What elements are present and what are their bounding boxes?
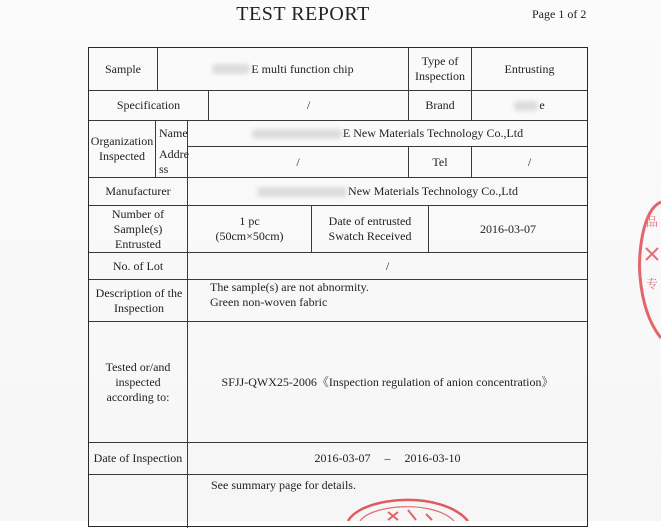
manufacturer-label: Manufacturer	[105, 184, 171, 198]
tel-value: /	[527, 154, 532, 169]
brand-label: Brand	[425, 98, 455, 112]
inspection-start-date: 2016-03-07	[314, 451, 371, 465]
samples-label: Number of Sample(s) Entrusted	[111, 206, 165, 251]
inspection-end-date: 2016-03-10	[404, 451, 461, 465]
date-of-inspection-label: Date of Inspection	[93, 451, 183, 465]
col-rule	[187, 474, 188, 528]
manufacturer-value-text: New Materials Technology Co.,Ltd	[348, 184, 518, 198]
organization-label: Organization Inspected	[90, 134, 154, 163]
description-line1: The sample(s) are not abnormity.	[210, 280, 369, 294]
manufacturer-value	[188, 178, 587, 205]
brand-value	[472, 91, 587, 120]
tested-value: SFJJ-QWX25-2006《Inspection regulation of anion concentration》	[221, 374, 554, 389]
description-line2: Green non-woven fabric	[210, 295, 328, 309]
svg-text:品: 品	[646, 215, 659, 229]
date-received-label: Date of entrusted Swatch Received	[328, 214, 412, 243]
organization-name-text: E New Materials Technology Co.,Ltd	[342, 126, 524, 140]
sample-value	[158, 48, 408, 90]
redaction	[514, 101, 538, 111]
tested-label: Tested or/and inspected according to:	[105, 359, 171, 404]
lot-value: /	[385, 258, 390, 273]
redaction	[212, 64, 250, 74]
samples-count-value	[188, 206, 311, 252]
col-rule	[155, 120, 156, 177]
specification-value: /	[306, 98, 311, 112]
tel-label: Tel	[432, 154, 448, 169]
row-rule	[89, 474, 587, 475]
svg-text:专: 专	[646, 277, 659, 291]
sample-value-text: E multi function chip	[251, 61, 354, 76]
description-label: Description of the Inspection	[95, 285, 183, 315]
report-title: TEST REPORT	[236, 3, 370, 25]
page-number: Page 1 of 2	[532, 7, 587, 21]
redaction	[257, 187, 347, 197]
date-separator: –	[384, 451, 391, 465]
bottom-stamp	[342, 490, 472, 521]
lot-label: No. of Lot	[112, 258, 164, 273]
type-of-inspection-value: Entrusting	[504, 61, 555, 76]
brand-value-text: e	[539, 98, 545, 112]
description-value	[210, 280, 580, 321]
report-table	[88, 47, 588, 527]
organization-name-value	[188, 121, 587, 146]
redaction	[252, 129, 342, 139]
right-edge-stamp	[628, 196, 661, 344]
samples-count: 1 pc	[239, 214, 260, 228]
address-label: Address	[159, 147, 189, 176]
date-of-inspection-value	[188, 443, 587, 474]
date-received-value: 2016-03-07	[480, 221, 536, 236]
sample-label: Sample	[105, 61, 141, 76]
summary-text: See summary page for details.	[211, 477, 356, 492]
samples-size: (50cm×50cm)	[215, 229, 284, 243]
address-value: /	[296, 154, 300, 169]
type-of-inspection-label: Type of Inspection	[415, 54, 465, 83]
name-label: Name	[159, 126, 188, 140]
specification-label: Specification	[116, 98, 181, 112]
